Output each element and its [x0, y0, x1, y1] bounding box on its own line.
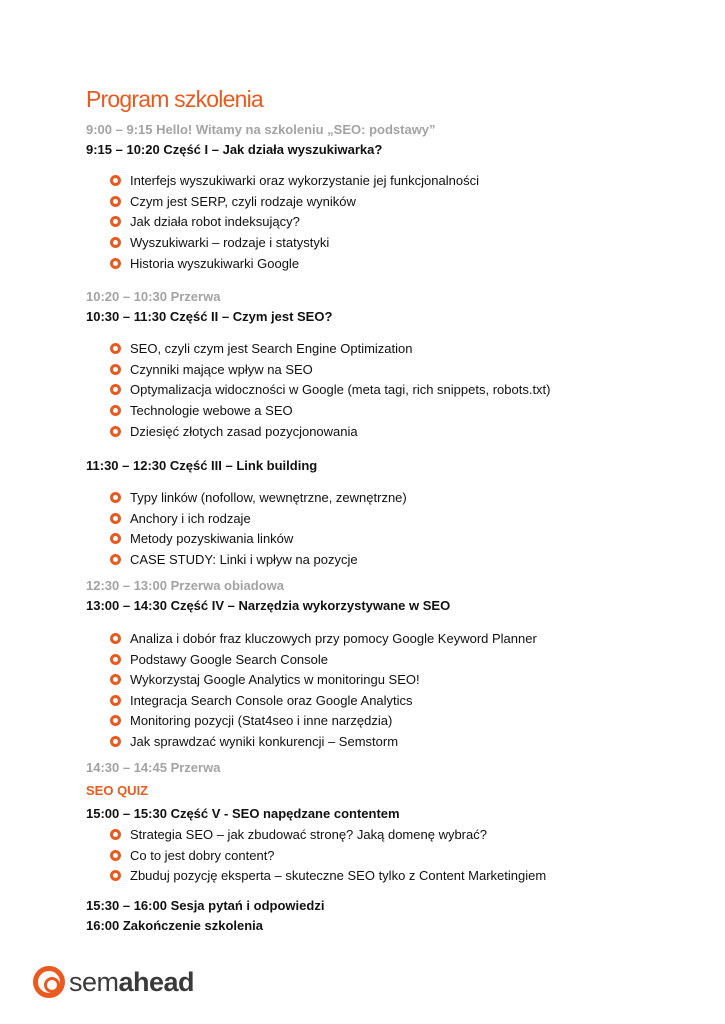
list-item — [110, 173, 479, 188]
orange-ring-bullet-icon — [110, 533, 121, 544]
list-item — [110, 341, 413, 356]
list-item — [110, 235, 329, 250]
orange-ring-bullet-icon — [110, 175, 121, 186]
session-heading: 15:30 – 16:00 Sesja pytań i odpowiedzi — [86, 898, 325, 913]
list-item-text: Podstawy Google Search Console — [130, 652, 329, 667]
list-item-text: Wyszukiwarki – rodzaje i statystyki — [130, 235, 330, 250]
list-item-text: Historia wyszukiwarki Google — [130, 256, 300, 271]
break-line: 9:00 – 9:15 Hello! Witamy na szkoleniu „SEO: podstawy” — [86, 122, 436, 137]
orange-ring-bullet-icon — [110, 674, 121, 685]
list-item-text: SEO, czyli czym jest Search Engine Optimization — [130, 341, 413, 356]
orange-ring-bullet-icon — [110, 492, 121, 503]
list-item-text: Optymalizacja widoczności w Google (meta tagi, rich snippets, robots.txt) — [130, 382, 551, 397]
list-item-text: Integracja Search Console oraz Google Analytics — [130, 693, 413, 708]
list-item-text: Czynniki mające wpływ na SEO — [130, 362, 313, 377]
orange-ring-bullet-icon — [110, 216, 121, 227]
list-item-text: Czym jest SERP, czyli rodzaje wyników — [130, 194, 356, 209]
list-item-text: Zbuduj pozycję eksperta – skuteczne SEO tylko z Content Marketingiem — [130, 868, 547, 883]
list-item — [110, 382, 551, 397]
orange-ring-bullet-icon — [110, 405, 121, 416]
list-item-text: Strategia SEO – jak zbudować stronę? Jaką domenę wybrać? — [130, 827, 487, 842]
list-item-text: Co to jest dobry content? — [130, 848, 275, 863]
list-item-text: CASE STUDY: Linki i wpływ na pozycje — [130, 552, 358, 567]
logo-wordmark — [69, 967, 194, 998]
list-item — [110, 194, 356, 209]
list-item-text: Analiza i dobór fraz kluczowych przy pomocy Google Keyword Planner — [130, 631, 537, 646]
orange-ring-bullet-icon — [110, 829, 121, 840]
break-line: 12:30 – 13:00 Przerwa obiadowa — [86, 578, 284, 593]
logo-text-ahead: ahead — [118, 966, 195, 997]
session-heading: 16:00 Zakończenie szkolenia — [86, 918, 264, 933]
list-item — [110, 652, 328, 667]
quiz-heading: SEO QUIZ — [86, 783, 149, 798]
orange-ring-bullet-icon — [110, 196, 121, 207]
orange-ring-bullet-icon — [110, 870, 121, 881]
break-line: 10:20 – 10:30 Przerwa — [86, 289, 221, 304]
semahead-logo-mark-icon — [33, 966, 65, 998]
list-item — [110, 531, 293, 546]
orange-ring-bullet-icon — [110, 364, 121, 375]
list-item — [110, 672, 420, 687]
orange-ring-bullet-icon — [110, 343, 121, 354]
list-item — [110, 868, 546, 883]
session-heading: 9:15 – 10:20 Część I – Jak działa wyszukiwarka? — [86, 142, 383, 157]
orange-ring-bullet-icon — [110, 384, 121, 395]
list-item — [110, 362, 313, 377]
orange-ring-bullet-icon — [110, 513, 121, 524]
list-item-text: Interfejs wyszukiwarki oraz wykorzystanie jej funkcjonalności — [130, 173, 479, 188]
orange-ring-bullet-icon — [110, 258, 121, 269]
list-item-text: Anchory i ich rodzaje — [130, 511, 251, 526]
break-line: 14:30 – 14:45 Przerwa — [86, 760, 221, 775]
list-item-text: Technologie webowe a SEO — [130, 403, 293, 418]
list-item — [110, 403, 293, 418]
logo-text-sem: sem — [69, 966, 119, 997]
list-item — [110, 511, 251, 526]
orange-ring-bullet-icon — [110, 654, 121, 665]
list-item-text: Jak działa robot indeksujący? — [130, 214, 300, 229]
list-item — [110, 214, 300, 229]
list-item — [110, 631, 537, 646]
list-item-text: Wykorzystaj Google Analytics w monitoringu SEO! — [130, 672, 420, 687]
list-item — [110, 552, 358, 567]
orange-ring-bullet-icon — [110, 715, 121, 726]
list-item-text: Dziesięć złotych zasad pozycjonowania — [130, 424, 358, 439]
list-item-text: Monitoring pozycji (Stat4seo i inne narzędzia) — [130, 713, 393, 728]
list-item — [110, 848, 275, 863]
orange-ring-bullet-icon — [110, 850, 121, 861]
orange-ring-bullet-icon — [110, 633, 121, 644]
list-item — [110, 713, 392, 728]
list-item — [110, 256, 299, 271]
semahead-logo — [33, 966, 194, 998]
list-item-text: Jak sprawdzać wyniki konkurencji – Semstorm — [130, 734, 399, 749]
page-title: Program szkolenia — [86, 86, 263, 112]
orange-ring-bullet-icon — [110, 237, 121, 248]
orange-ring-bullet-icon — [110, 554, 121, 565]
session-heading: 11:30 – 12:30 Część III – Link building — [86, 458, 318, 473]
list-item-text: Metody pozyskiwania linków — [130, 531, 294, 546]
list-item — [110, 490, 407, 505]
orange-ring-bullet-icon — [110, 695, 121, 706]
session-heading: 15:00 – 15:30 Część V - SEO napędzane contentem — [86, 806, 400, 821]
list-item — [110, 693, 413, 708]
list-item — [110, 424, 358, 439]
list-item-text: Typy linków (nofollow, wewnętrzne, zewnętrzne) — [130, 490, 407, 505]
session-heading: 10:30 – 11:30 Część II – Czym jest SEO? — [86, 309, 333, 324]
list-item — [110, 827, 487, 842]
orange-ring-bullet-icon — [110, 736, 121, 747]
session-heading: 13:00 – 14:30 Część IV – Narzędzia wykorzystywane w SEO — [86, 598, 451, 613]
list-item — [110, 734, 398, 749]
orange-ring-bullet-icon — [110, 426, 121, 437]
